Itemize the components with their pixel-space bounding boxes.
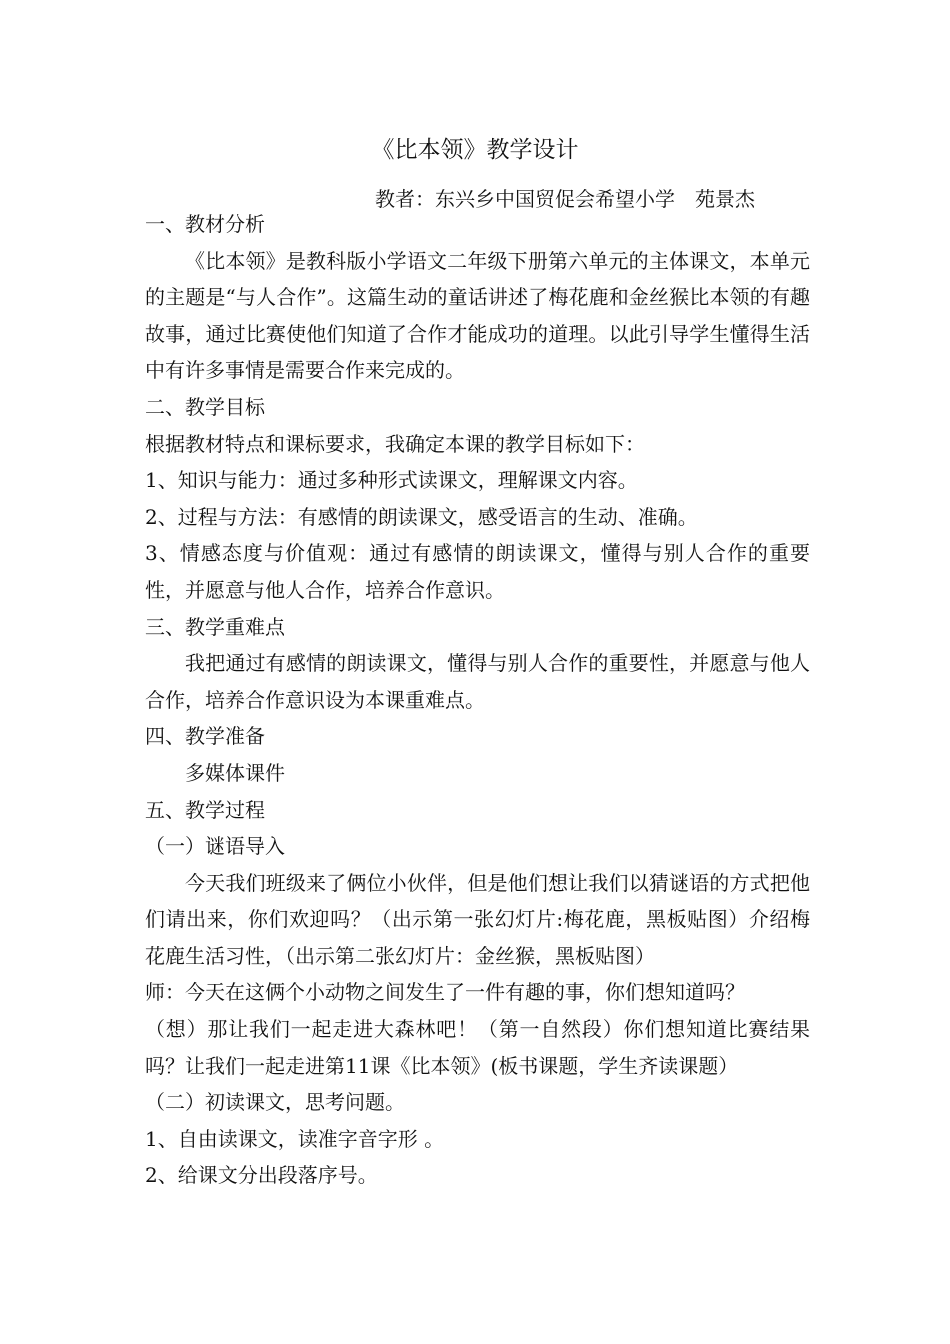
objective-item: 2、过程与方法：有感情的朗读课文，感受语言的生动、准确。 bbox=[145, 504, 698, 529]
riddle-intro-paragraph: 今天我们班级来了俩位小伙伴，但是他们想让我们以猜谜语的方式把他们请出来，你们欢迎吗？（出示第一张幻灯片:梅花鹿，黑板贴图）介绍梅花鹿生活习性，（出示第二张幻灯片：金丝猴，黑板贴图） bbox=[145, 870, 810, 968]
objective-item: 3、情感态度与价值观：通过有感情的朗读课文，懂得与别人合作的重要性，并愿意与他人合作，培养合作意识。 bbox=[145, 541, 810, 602]
section-heading-material-analysis: 一、教材分析 bbox=[145, 212, 265, 236]
material-analysis-paragraph: 《比本领》是教科版小学语文二年级下册第六单元的主体课文，本单元的主题是“与人合作”。这篇生动的童话讲述了梅花鹿和金丝猴比本领的有趣故事，通过比赛使他们知道了合作才能成功的道理。以此引导学生懂得生活中有许多事情是需要合作来完成的。 bbox=[145, 248, 810, 383]
process-step: 2、给课文分出段落序号。 bbox=[145, 1163, 378, 1188]
teacher-line: 师：今天在这俩个小动物之间发生了一件有趣的事，你们想知道吗？ bbox=[145, 980, 745, 1005]
objective-item: 1、知识与能力：通过多种形式读课文，理解课文内容。 bbox=[145, 468, 638, 493]
subsection-heading-riddle-intro: （一）谜语导入 bbox=[145, 834, 285, 859]
section-heading-preparation: 四、教学准备 bbox=[145, 724, 265, 749]
document-title: 《比本领》教学设计 bbox=[371, 137, 579, 163]
continuation-paragraph: （想）那让我们一起走进大森林吧！（第一自然段）你们想知道比赛结果吗？让我们一起走进第11课《比本领》(板书课题，学生齐读课题） bbox=[145, 1017, 810, 1078]
document-body bbox=[145, 206, 810, 1194]
preparation-paragraph: 多媒体课件 bbox=[185, 760, 285, 785]
subsection-heading-first-reading: （二）初读课文，思考问题。 bbox=[145, 1090, 405, 1115]
section-heading-teaching-goals: 二、教学目标 bbox=[145, 394, 265, 419]
key-points-paragraph: 我把通过有感情的朗读课文，懂得与别人合作的重要性，并愿意与他人合作，培养合作意识设为本课重难点。 bbox=[145, 651, 810, 712]
section-heading-key-points: 三、教学重难点 bbox=[145, 614, 285, 639]
teaching-goals-intro: 根据教材特点和课标要求，我确定本课的教学目标如下： bbox=[145, 431, 645, 456]
author-line: 教者：东兴乡中国贸促会希望小学 苑景杰 bbox=[375, 187, 755, 211]
section-heading-teaching-process: 五、教学过程 bbox=[145, 797, 265, 822]
process-step: 1、自由读课文，读准字音字形 。 bbox=[145, 1126, 445, 1151]
